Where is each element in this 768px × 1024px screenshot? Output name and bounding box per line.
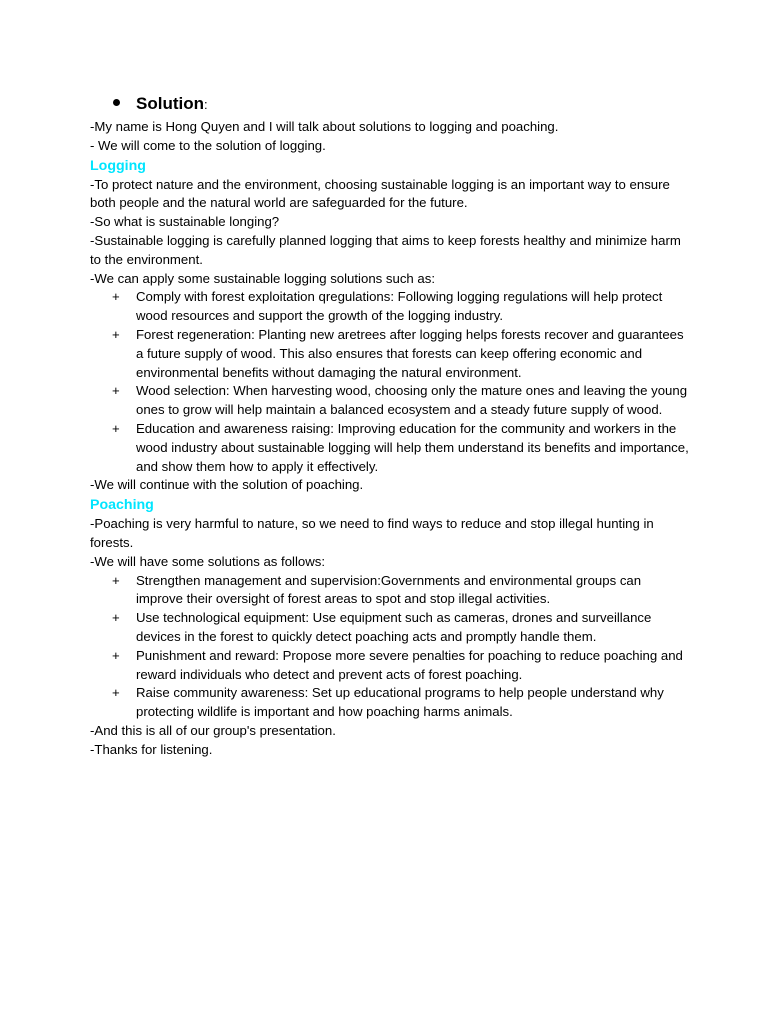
list-item: + Raise community awareness: Set up educational programs to help people understand why protecting wildlife is important and how poaching harms animals. [112, 685, 664, 720]
logging-paragraph: -So what is sustainable longing? [90, 214, 280, 230]
list-item: + Comply with forest exploitation qregulations: Following logging regulations will help protect wood resources and support the growth of the logging industry. [112, 289, 663, 324]
logging-paragraph: -To protect nature and the environment, choosing sustainable logging is an important way to ensure both people and the natural world are safeguarded for the future. [90, 176, 670, 211]
ending-line: -Thanks for listening. [90, 741, 213, 757]
solution-title: Solution: [136, 94, 208, 113]
intro-line: - We will come to the solution of logging. [90, 137, 326, 153]
ending-line: -And this is all of our group's presentation. [90, 722, 336, 738]
plus-icon: + [112, 420, 120, 436]
solution-heading [90, 92, 690, 116]
plus-icon: + [112, 685, 120, 701]
plus-icon: + [112, 383, 120, 399]
bullet-dot-icon [113, 99, 120, 106]
list-item: + Forest regeneration: Planting new aretrees after logging helps forests recover and guarantees a future supply of wood. This also ensures that forests can keep offering economic and environmental benefits without damaging the natural environment. [112, 326, 684, 380]
poaching-heading: Poaching [90, 497, 154, 514]
logging-heading: Logging [90, 157, 146, 174]
plus-icon: + [112, 572, 120, 588]
logging-paragraph: -Sustainable logging is carefully planned logging that aims to keep forests healthy and minimize harm to the environment. [90, 232, 681, 267]
plus-icon: + [112, 326, 120, 342]
list-item: + Punishment and reward: Propose more severe penalties for poaching to reduce poaching and reward individuals who detect and prevent acts of forest poaching. [112, 647, 683, 682]
poaching-solutions-list [90, 572, 690, 722]
list-item: + Use technological equipment: Use equipment such as cameras, drones and surveillance devices in the forest to quickly detect poaching acts and promptly handle them. [112, 610, 652, 644]
plus-icon: + [112, 289, 120, 305]
logging-closing: -We will continue with the solution of poaching. [90, 477, 364, 493]
logging-solutions-list [90, 288, 690, 476]
document-body [90, 92, 690, 760]
list-item: + Education and awareness raising: Improving education for the community and workers in the wood industry about sustainable logging will help them understand its benefits and importance, and show them how to apply it effectively. [112, 420, 689, 474]
plus-icon: + [112, 647, 120, 663]
list-item: + Strengthen management and supervision:Governments and environmental groups can improve their oversight of forest areas to spot and stop illegal activities. [112, 572, 642, 607]
poaching-paragraph: -Poaching is very harmful to nature, so we need to find ways to reduce and stop illegal hunting in forests. [90, 516, 654, 550]
intro-line: -My name is Hong Quyen and I will talk about solutions to logging and poaching. [90, 119, 559, 134]
logging-paragraph: -We can apply some sustainable logging solutions such as: [90, 270, 436, 286]
poaching-paragraph: -We will have some solutions as follows: [90, 553, 326, 569]
list-item: + Wood selection: When harvesting wood, choosing only the mature ones and leaving the young ones to grow will help maintain a balanced ecosystem and a steady future supply of wood. [112, 383, 688, 418]
plus-icon: + [112, 610, 120, 626]
